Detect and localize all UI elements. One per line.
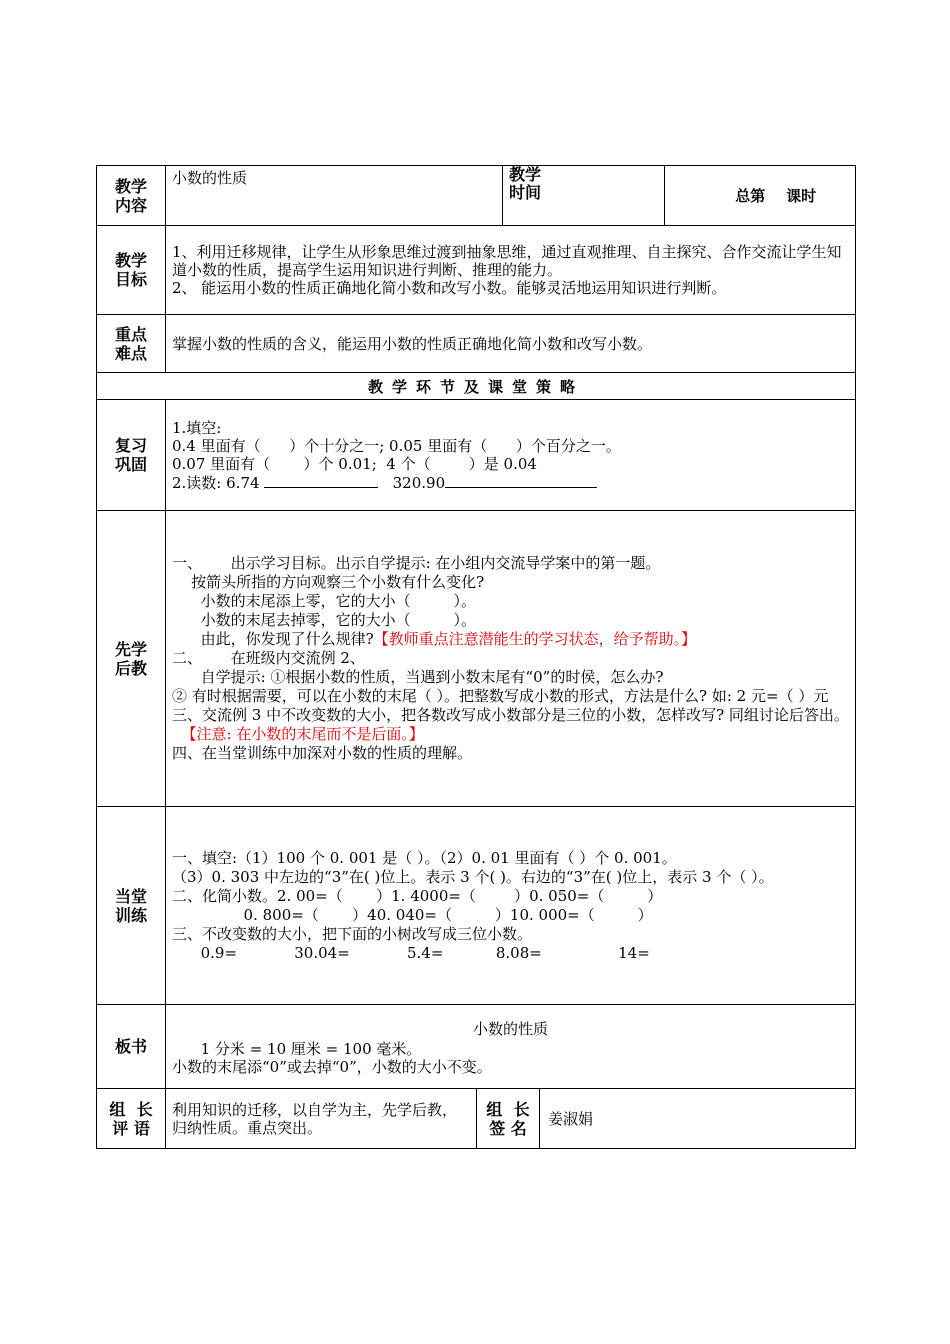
review-text: 1.填空: 0.4 里面有（ ）个十分之一; 0.05 里面有（ ）个百分之一。 0.07 里面有（ ）个 0.01; 4 个（ ）是 0.04 2.读数: 6.74 320.90	[166, 400, 856, 511]
practice-text: 一、填空:（1）100 个 0. 001 是（ ）。（2）0. 01 里面有（ ）个 0. 001。 （3）0. 303 中左边的“3”在( )位上。表示 3 个( )。右边的“3”在( )位上，表示 3 个（ ）。 二、化简小数。2. 00=（ ）1. 4000=（ ）0. 050=（ ） 0. 800=（ ）40. 040=（ ）10. 000=（ ） 三、不改变数的大小，把下面的小树改写成三位小数。 0.9= 30.04= 5.4= 8.08= 14=	[166, 807, 856, 1005]
attention-note: 【注意: 在小数的末尾而不是后面。】	[172, 725, 424, 743]
sign-value: 姜淑娟	[540, 1089, 856, 1149]
lesson-plan-table	[96, 165, 856, 1149]
goals-label: 教学 目标	[97, 226, 166, 315]
time-label: 教学 时间	[503, 166, 665, 226]
board-label: 板书	[97, 1005, 166, 1089]
teacher-note: 【教师重点注意潜能生的学习状态，给予帮助。】	[373, 630, 697, 648]
content-value: 小数的性质	[166, 166, 503, 226]
keypoints-label: 重点 难点	[97, 315, 166, 373]
content-label: 教学 内容	[97, 166, 166, 226]
blank-line	[445, 473, 597, 488]
goals-text: 1、利用迁移规律，让学生从形象思维过渡到抽象思维，通过直观推理、自主探究、合作交流让学生知道小数的性质，提高学生运用知识进行判断、推理的能力。 2、 能运用小数的性质正确地化简小数和改写小数。能够灵活地运用知识进行判断。	[166, 226, 856, 315]
total-lessons-label: 总第 课时	[665, 166, 856, 226]
review-label: 复习 巩固	[97, 400, 166, 511]
practice-label: 当堂 训练	[97, 807, 166, 1005]
teach-text: 一、 出示学习目标。出示自学提示: 在小组内交流导学案中的第一题。 按箭头所指的方向观察三个小数有什么变化? 小数的末尾添上零，它的大小（ ）。 小数的末尾去掉零，它的大小（ ）。 由此，你发现了什么规律?【教师重点注意潜能生的学习状态，给予帮助。】 二、 在班级内交流例 2、 自学提示: ①根据小数的性质，当遇到小数末尾有“0”的时侯，怎么办? ② 有时根据需要，可以在小数的末尾（ ）。把整数写成小数的形式，方法是什么? 如: 2 元=（ ）元 三、交流例 3 中不改变数的大小，把各数改写成小数部分是三位的小数，怎样改写? 同组讨论后答出。 【注意: 在小数的末尾而不是后面。】 四、在当堂训练中加深对小数的性质的理解。	[166, 511, 856, 807]
strategy-title: 教学环节及课堂策略	[97, 373, 856, 400]
board-text: 小数的性质 1 分米 = 10 厘米 = 100 毫米。 小数的末尾添“0”或去掉“0”，小数的大小不变。	[166, 1005, 856, 1089]
keypoints-text: 掌握小数的性质的含义，能运用小数的性质正确地化简小数和改写小数。	[166, 315, 856, 373]
teach-label: 先学 后教	[97, 511, 166, 807]
blank-line	[264, 473, 378, 488]
comment-text: 利用知识的迁移，以自学为主，先学后教，归纳性质。重点突出。	[166, 1089, 477, 1149]
sign-label: 组 长 签 名	[477, 1089, 540, 1149]
comment-label: 组 长 评 语	[97, 1089, 166, 1149]
